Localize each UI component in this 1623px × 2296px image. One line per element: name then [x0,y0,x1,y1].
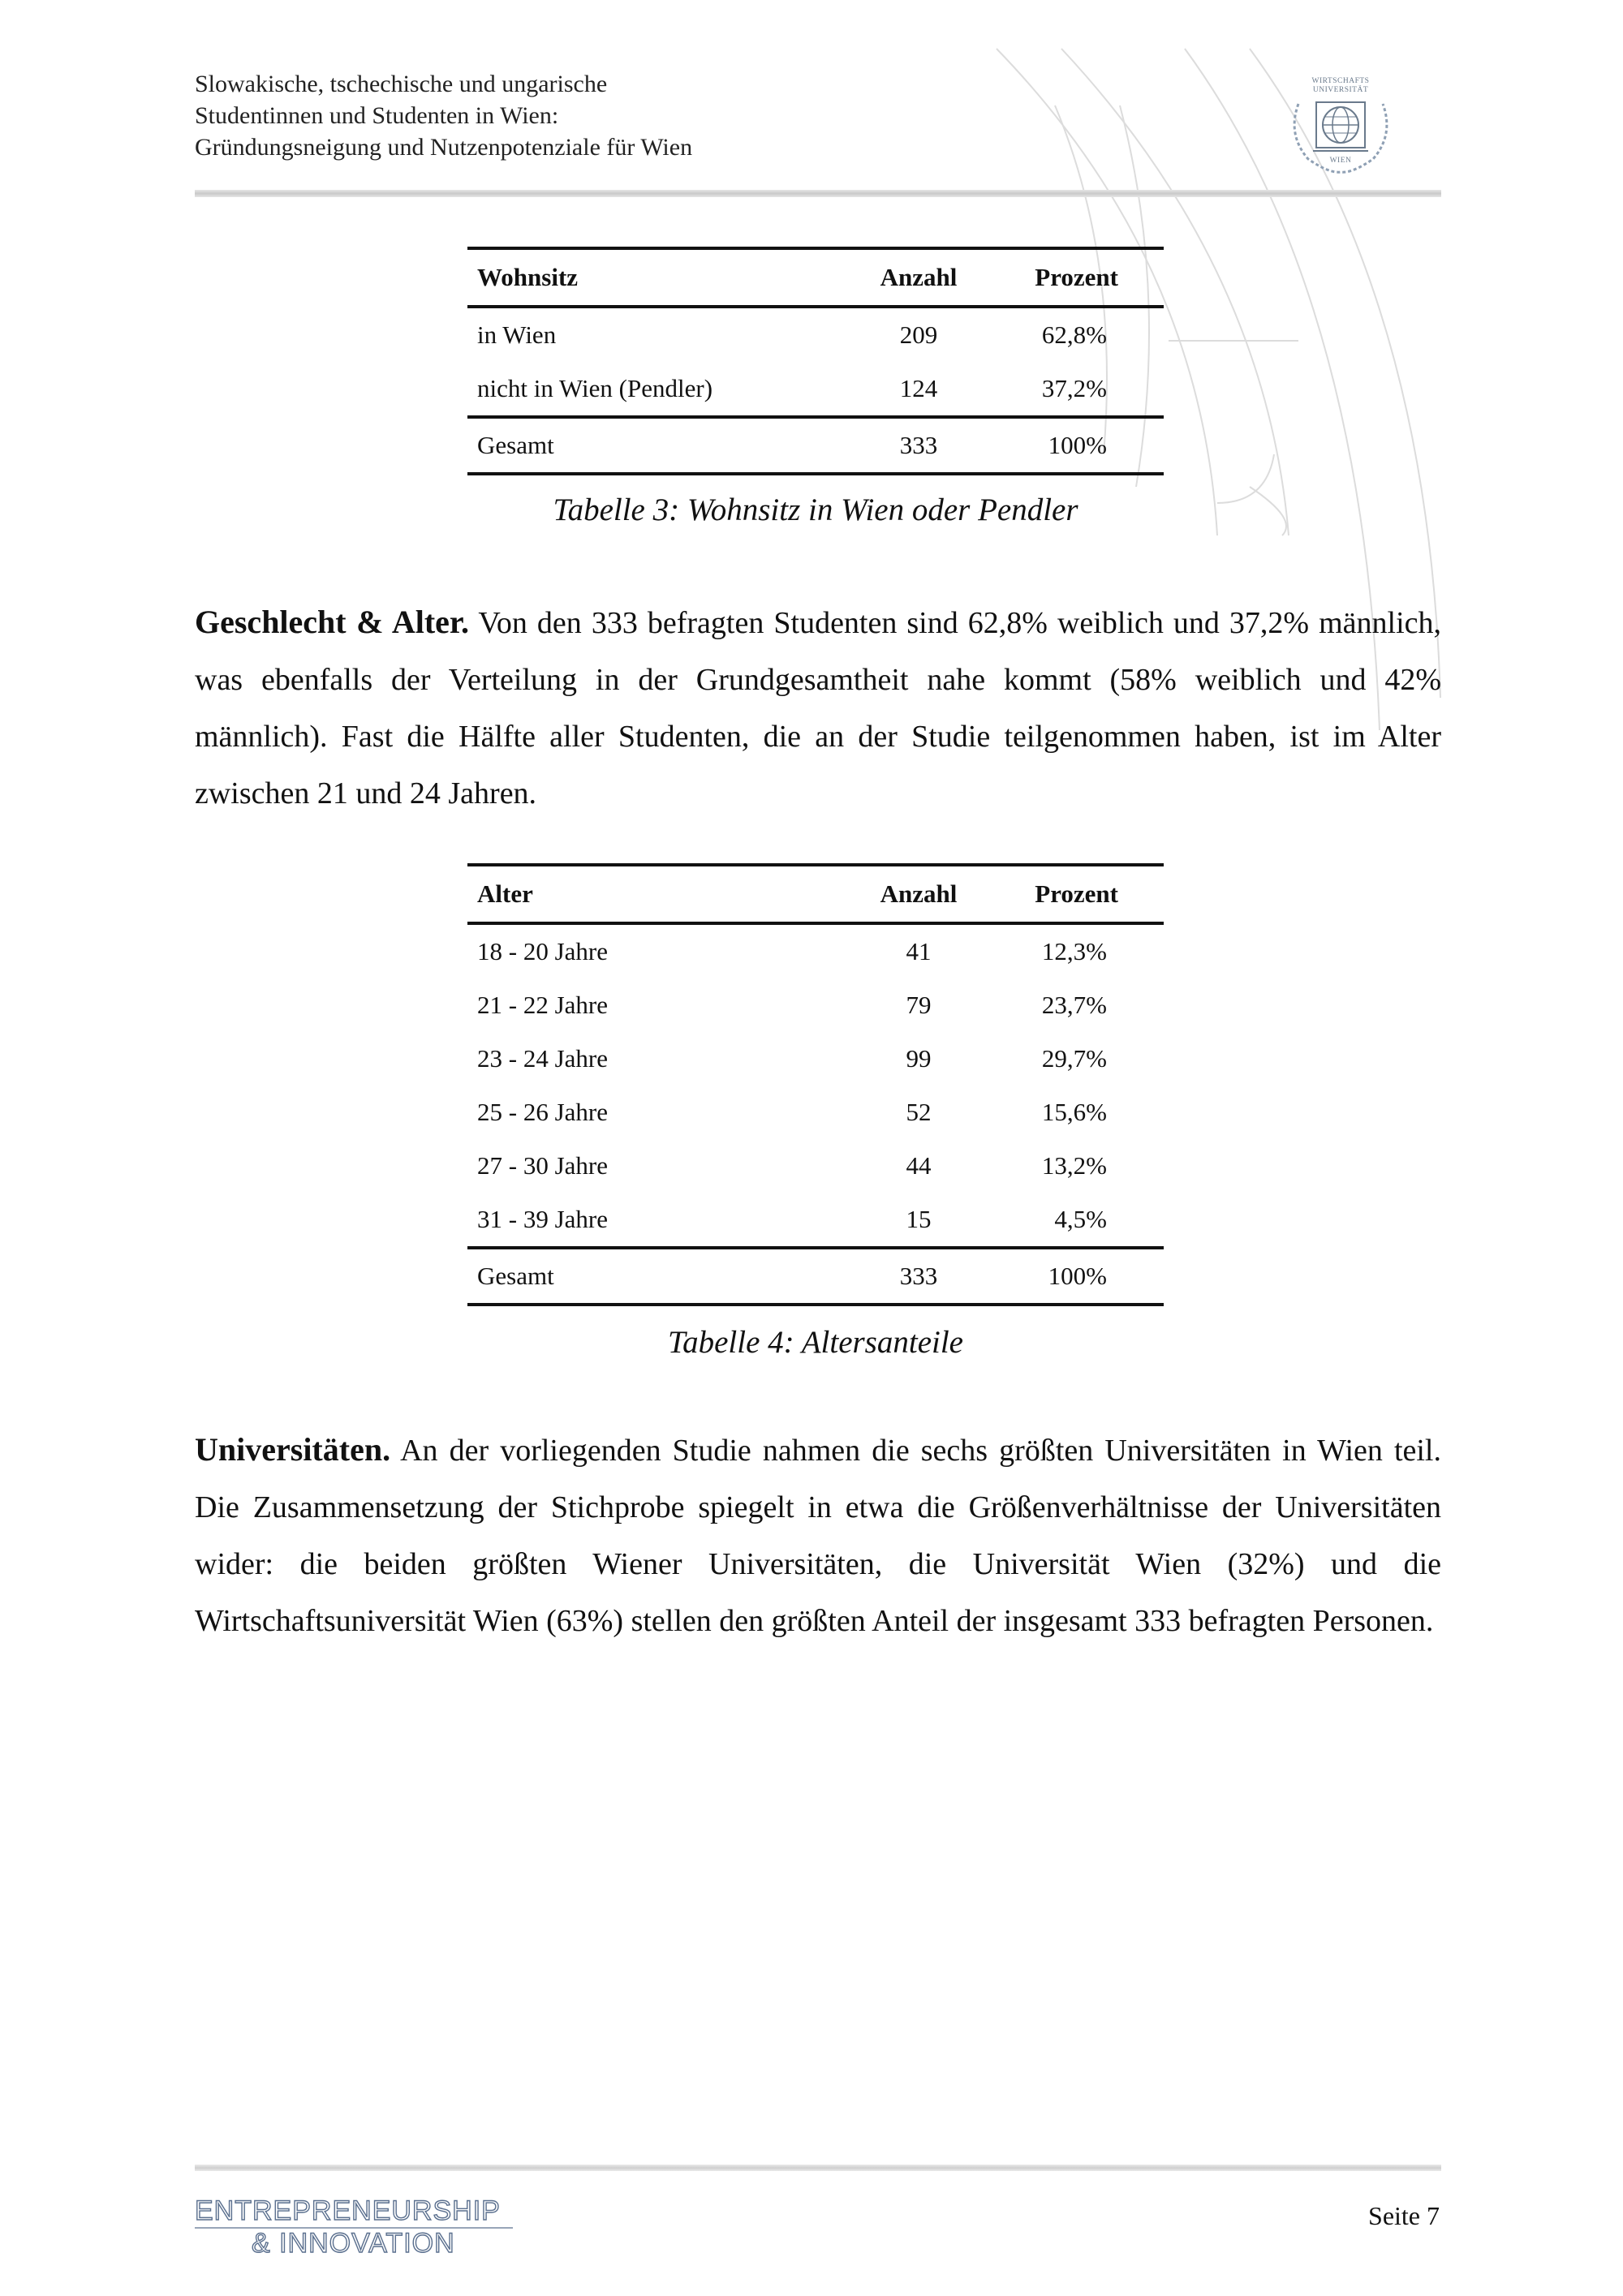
header-line-1: Slowakische, tschechische und ungarische [195,71,608,97]
svg-text:WIEN: WIEN [1329,157,1352,165]
cell-percent: 12,3% [1041,937,1107,965]
cell-label: Gesamt [477,431,554,459]
header-line-3: Gründungsneigung und Nutzenpotenziale für Wien [195,134,693,161]
entrepreneurship-innovation-logo [195,2191,519,2257]
table-total-row [467,1248,1164,1305]
table-row [467,1086,1164,1139]
table-row [467,1139,1164,1193]
paragraph-title: Universitäten. [195,1431,391,1468]
table-header-row [467,248,1164,307]
table-residence [467,247,1164,475]
column-header-residence: Wohnsitz [477,263,579,291]
cell-count: 79 [906,991,932,1019]
cell-count: 209 [899,320,938,349]
cell-count: 52 [906,1098,932,1126]
cell-count: 333 [899,1262,938,1290]
column-header-percent: Prozent [1035,263,1118,291]
cell-label: 18 - 20 Jahre [477,937,608,965]
university-seal-logo [1281,71,1401,178]
footer-rule [195,2165,1441,2171]
cell-count: 99 [906,1044,932,1073]
cell-percent: 4,5% [1054,1205,1107,1233]
paragraph-universities [195,1421,1441,1649]
table-caption: Tabelle 3: Wohnsitz in Wien oder Pendler [553,492,1078,527]
table-total-row [467,417,1164,474]
column-header-percent: Prozent [1035,879,1118,908]
table-row [467,923,1164,978]
table-row [467,1193,1164,1248]
cell-label: 23 - 24 Jahre [477,1044,608,1073]
table-row [467,362,1164,417]
svg-text:UNIVERSITÄT: UNIVERSITÄT [1312,86,1369,94]
cell-percent: 100% [1048,431,1107,459]
paragraph-text: Von den 333 befragten Studenten sind 62,8% weiblich und 37,2% männlich, was ebenfalls der Verteilung in der Grundgesamtheit nahe kommt (58% weiblich und 42% männlich). Fast die Hälfte aller Studenten, die an der Studie teilgenommen haben, ist im Alter zwischen 21 und 24 Jahren. [195,606,1442,810]
cell-label: Gesamt [477,1262,554,1290]
column-header-age: Alter [477,879,533,908]
svg-text:& INNOVATION: & INNOVATION [252,2228,455,2257]
cell-label: 21 - 22 Jahre [477,991,608,1019]
column-header-count: Anzahl [880,263,958,291]
table-row [467,307,1164,362]
cell-count: 124 [899,374,938,402]
table-age [467,863,1164,1306]
paragraph-gender-age [195,594,1441,822]
page-number: Seite 7 [1368,2201,1440,2230]
cell-count: 41 [906,937,932,965]
svg-text:WIRTSCHAFTS: WIRTSCHAFTS [1311,77,1370,85]
cell-count: 333 [899,431,938,459]
cell-percent: 100% [1048,1262,1107,1290]
cell-percent: 15,6% [1041,1098,1107,1126]
header-rule [195,190,1441,197]
running-header [195,68,692,163]
cell-percent: 13,2% [1041,1151,1107,1180]
table-row [467,1032,1164,1086]
cell-label: 31 - 39 Jahre [477,1205,608,1233]
svg-text:ENTREPRENEURSHIP: ENTREPRENEURSHIP [195,2195,501,2226]
header-line-2: Studentinnen und Studenten in Wien: [195,102,559,129]
cell-label: 25 - 26 Jahre [477,1098,608,1126]
cell-percent: 37,2% [1041,374,1107,402]
paragraph-text: An der vorliegenden Studie nahmen die sechs größten Universitäten in Wien teil. Die Zusammensetzung der Stichprobe spiegelt in etwa die Größenverhältnisse der Universitäten wider: die beiden größten Wiener Universitäten, die Universität Wien (32%) und die Wirtschaftsuniversität Wien (63%) stellen den größten Anteil der insgesamt 333 befragten Personen. [195,1434,1441,1638]
cell-count: 15 [906,1205,932,1233]
table-caption: Tabelle 4: Altersanteile [668,1325,963,1360]
table-row [467,978,1164,1032]
table-header-row [467,865,1164,923]
cell-count: 44 [906,1151,932,1180]
cell-percent: 29,7% [1041,1044,1107,1073]
column-header-count: Anzahl [880,879,958,908]
cell-percent: 23,7% [1041,991,1107,1019]
cell-label: nicht in Wien (Pendler) [477,374,713,402]
cell-percent: 62,8% [1041,320,1107,349]
paragraph-title: Geschlecht & Alter. [195,604,469,640]
cell-label: 27 - 30 Jahre [477,1151,608,1180]
cell-label: in Wien [477,320,557,349]
